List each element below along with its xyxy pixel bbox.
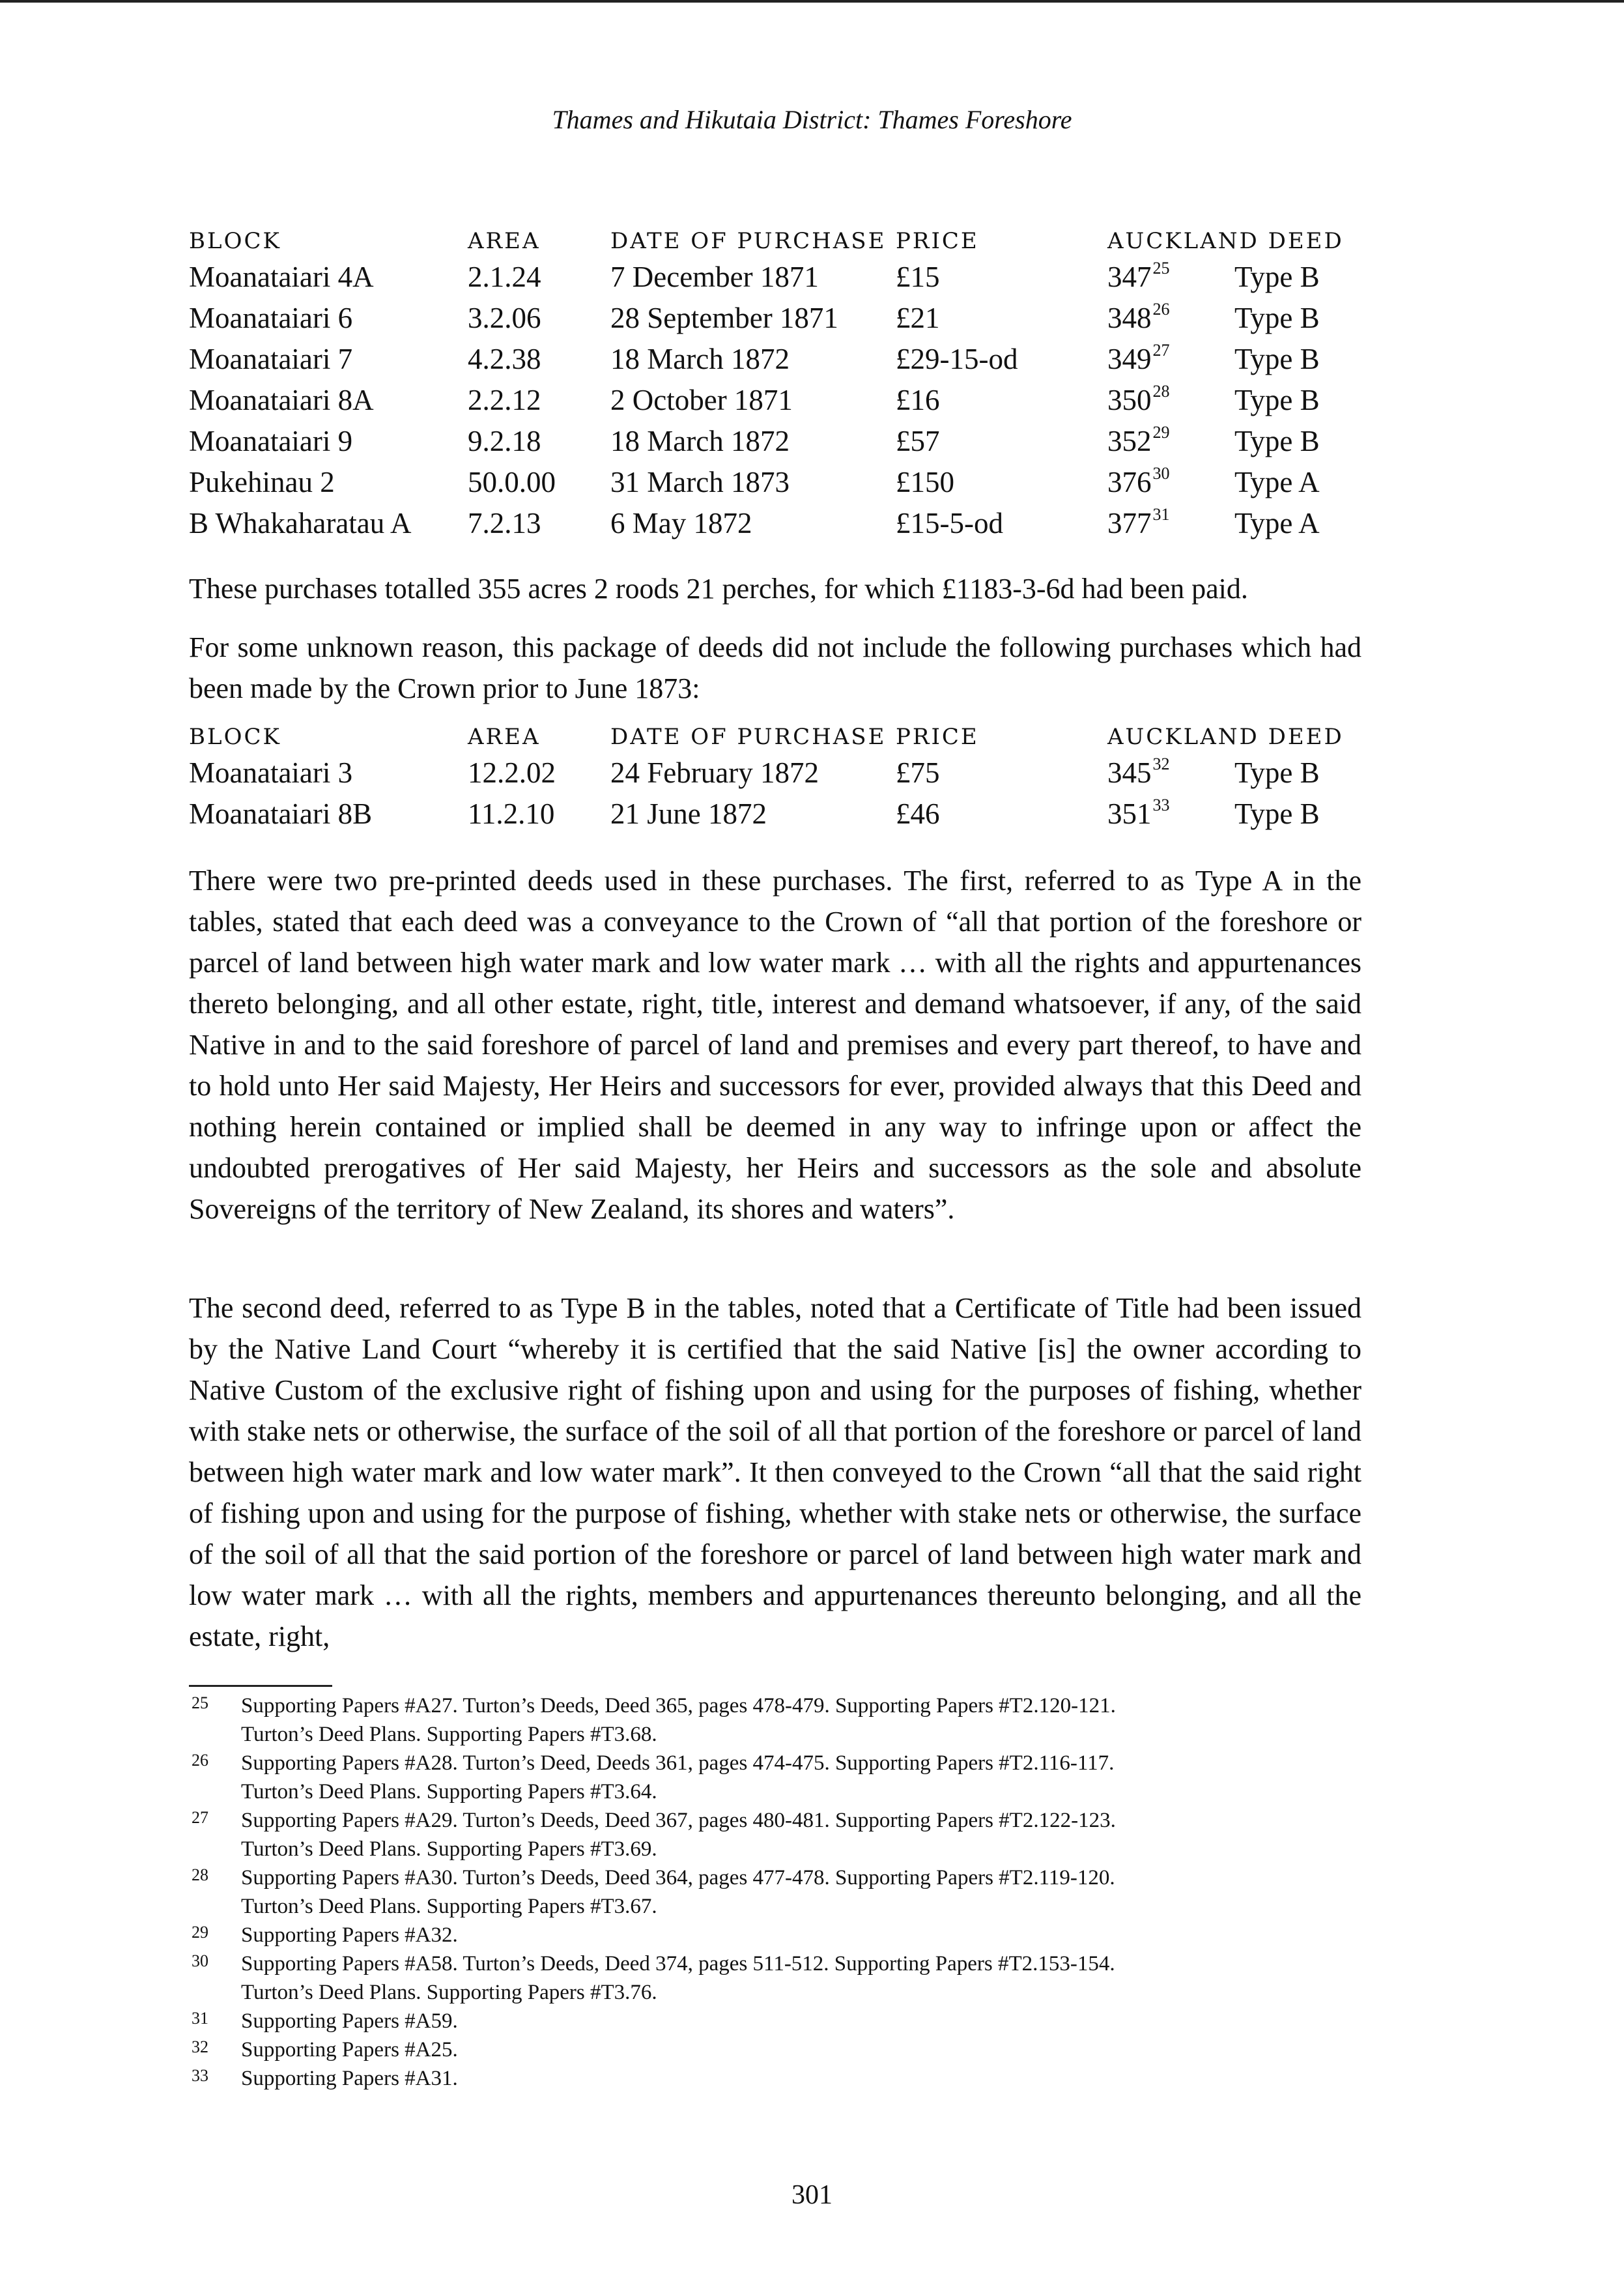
area-cell: 12.2.02 [468, 756, 556, 789]
price-cell: £29-15-od [896, 343, 1018, 375]
deed-number: 349 [1107, 343, 1152, 375]
footnote-continuation: Turton’s Deed Plans. Supporting Papers #T3.68. [241, 1723, 657, 1746]
price-cell: £150 [896, 466, 954, 498]
footnote-text: Supporting Papers #A25. [241, 2038, 458, 2062]
deed-number: 345 [1107, 756, 1152, 789]
deed-cell [1107, 756, 1170, 790]
footnote-number: 25 [192, 1693, 208, 1712]
area-cell: 3.2.06 [468, 302, 541, 334]
deed-type-cell: Type B [1234, 384, 1320, 416]
footnote-rule [189, 1685, 332, 1687]
table-row [189, 505, 1335, 549]
deed-number: 376 [1107, 466, 1152, 498]
footnote-text: Supporting Papers #A32. [241, 1923, 458, 1947]
block-cell: Moanataiari 9 [189, 425, 353, 457]
table-row [189, 382, 1335, 426]
header-deed: AUCKLAND DEED [1107, 228, 1344, 254]
footnote-text: Supporting Papers #A58. Turton’s Deeds, Deed 374, pages 511-512. Supporting Papers #T2.153-154. [241, 1952, 1115, 1976]
area-cell: 4.2.38 [468, 343, 541, 375]
deed-cell [1107, 260, 1170, 294]
price-cell: £15-5-od [896, 507, 1003, 539]
footnote-ref: 26 [1152, 300, 1170, 319]
header-date: DATE OF PURCHASE [610, 228, 887, 254]
area-cell: 7.2.13 [468, 507, 541, 539]
date-cell: 24 February 1872 [610, 756, 819, 789]
block-cell: Moanataiari 6 [189, 302, 353, 334]
top-border [0, 0, 1624, 3]
table-row [189, 796, 1335, 840]
footnote-number: 28 [192, 1865, 208, 1884]
footnote-ref: 28 [1152, 382, 1170, 401]
footnote-ref: 25 [1152, 259, 1170, 278]
footnote-text: Supporting Papers #A27. Turton’s Deeds, Deed 365, pages 478-479. Supporting Papers #T2.120-121. [241, 1694, 1116, 1717]
footnote-text: Supporting Papers #A59. [241, 2009, 458, 2033]
deed-type-cell: Type A [1234, 466, 1320, 498]
paragraph-totals: These purchases totalled 355 acres 2 roods 21 perches, for which £1183-3-6d had been paid. [189, 573, 1248, 605]
running-header: Thames and Hikutaia District: Thames Foreshore [552, 105, 1072, 134]
footnote [189, 1921, 1361, 1949]
deed-type-cell: Type B [1234, 261, 1320, 293]
footnote [189, 1749, 1361, 1806]
area-cell: 50.0.00 [468, 466, 556, 498]
price-cell: £15 [896, 261, 940, 293]
table-row [189, 464, 1335, 508]
deed-cell [1107, 506, 1170, 540]
footnote-number: 26 [192, 1751, 208, 1770]
price-cell: £75 [896, 756, 940, 789]
excluded-purchases-table [189, 720, 1344, 840]
area-cell: 2.2.12 [468, 384, 541, 416]
footnote [189, 1806, 1361, 1863]
deed-type-cell: Type B [1234, 343, 1320, 375]
header-area: AREA [468, 724, 541, 750]
footnote-number: 27 [192, 1808, 208, 1827]
footnote-number: 32 [192, 2037, 208, 2056]
footnote [189, 1949, 1361, 2007]
deed-cell [1107, 301, 1170, 335]
table-row [189, 259, 1335, 303]
deed-number: 377 [1107, 507, 1152, 539]
block-cell: Moanataiari 8B [189, 798, 373, 830]
block-cell: Moanataiari 7 [189, 343, 353, 375]
date-cell: 28 September 1871 [610, 302, 838, 334]
header-block: BLOCK [189, 228, 281, 254]
deed-number: 351 [1107, 798, 1152, 830]
page-number: 301 [791, 2180, 833, 2210]
footnote-continuation: Turton’s Deed Plans. Supporting Papers #T3.64. [241, 1780, 657, 1804]
footnote-number: 33 [192, 2066, 208, 2085]
footnote-ref: 31 [1152, 505, 1170, 524]
footnote-text: Supporting Papers #A30. Turton’s Deeds, Deed 364, pages 477-478. Supporting Papers #T2.119-120. [241, 1866, 1115, 1890]
table-row [189, 423, 1335, 467]
footnote-ref: 30 [1152, 464, 1170, 483]
deed-cell [1107, 465, 1170, 499]
footnote-number: 31 [192, 2009, 208, 2028]
table-header-row [189, 224, 1344, 262]
block-cell: Moanataiari 3 [189, 756, 353, 789]
date-cell: 18 March 1872 [610, 343, 790, 375]
footnote-ref: 29 [1152, 423, 1170, 442]
footnote-continuation: Turton’s Deed Plans. Supporting Papers #T3.67. [241, 1895, 657, 1918]
footnote-number: 29 [192, 1923, 208, 1942]
header-price: PRICE [896, 724, 979, 750]
table-row [189, 754, 1335, 799]
deed-number: 350 [1107, 384, 1152, 416]
price-cell: £16 [896, 384, 940, 416]
header-date: DATE OF PURCHASE [610, 724, 887, 750]
paragraph-type-a: There were two pre-printed deeds used in these purchases. The first, referred to as Type A in the tables, stated that each deed was a conveyance to the Crown of “all that portion of the foreshore or parcel of land between high water mark and low water mark … with all the rights and appurtenances thereto belonging, and all other estate, right, title, interest and demand whatsoever, if any, of the said Native in and to the said foreshore of parcel of land and premises and every part thereof, to have and to hold unto Her said Majesty, Her Heirs and successors for ever, provided always that this Deed and nothing herein contained or implied shall be deemed in any way to infringe upon or affect the undoubted prerogatives of Her said Majesty, her Heirs and successors as the sole and absolute Sovereigns of the territory of New Zealand, its shores and waters”. [189, 865, 1361, 1225]
footnote [189, 2007, 1361, 2035]
deed-cell [1107, 342, 1170, 376]
footnote-ref: 32 [1152, 754, 1170, 773]
table-row [189, 300, 1335, 344]
paragraph-type-b: The second deed, referred to as Type B in the tables, noted that a Certificate of Title had been issued by the Native Land Court “whereby it is certified that the said Native [is] the owner according to Native Custom of the exclusive right of fishing upon and using for the purposes of fishing, whether with stake nets or otherwise, the surface of the soil of all that portion of the foreshore or parcel of land between high water mark and low water mark”. It then conveyed to the Crown “all that the said right of fishing upon and using for the purpose of fishing, whether with stake nets or otherwise, the surface of the soil of all that the said portion of the foreshore or parcel of land between high water mark and low water mark … with all the rights, members and appurtenances thereunto belonging, and all the estate, right, [189, 1292, 1361, 1652]
block-cell: B Whakaharatau A [189, 507, 412, 539]
deed-cell [1107, 424, 1170, 458]
area-cell: 9.2.18 [468, 425, 541, 457]
date-cell: 6 May 1872 [610, 507, 752, 539]
paragraph-unknown-reason: For some unknown reason, this package of deeds did not include the following purchases which had been made by the Crown prior to June 1873: [189, 631, 1361, 704]
footnotes [189, 1691, 1361, 2093]
header-price: PRICE [896, 228, 979, 254]
price-cell: £57 [896, 425, 940, 457]
deed-cell [1107, 383, 1170, 417]
block-cell: Moanataiari 4A [189, 261, 374, 293]
deed-number: 347 [1107, 261, 1152, 293]
deed-type-cell: Type B [1234, 425, 1320, 457]
header-area: AREA [468, 228, 541, 254]
footnote-continuation: Turton’s Deed Plans. Supporting Papers #T3.69. [241, 1837, 657, 1861]
deed-type-cell: Type A [1234, 507, 1320, 539]
deed-type-cell: Type B [1234, 798, 1320, 830]
deed-number: 348 [1107, 302, 1152, 334]
deed-type-cell: Type B [1234, 302, 1320, 334]
footnote [189, 1863, 1361, 1921]
header-block: BLOCK [189, 724, 281, 750]
date-cell: 7 December 1871 [610, 261, 819, 293]
area-cell: 2.1.24 [468, 261, 541, 293]
footnote [189, 2064, 1361, 2093]
header-deed: AUCKLAND DEED [1107, 724, 1344, 750]
table-row [189, 341, 1335, 385]
deed-cell [1107, 797, 1170, 831]
block-cell: Moanataiari 8A [189, 384, 374, 416]
table-header-row [189, 720, 1344, 758]
footnote-continuation: Turton’s Deed Plans. Supporting Papers #T3.76. [241, 1981, 657, 2004]
date-cell: 31 March 1873 [610, 466, 790, 498]
footnote-text: Supporting Papers #A29. Turton’s Deeds, Deed 367, pages 480-481. Supporting Papers #T2.122-123. [241, 1809, 1116, 1832]
date-cell: 21 June 1872 [610, 798, 767, 830]
block-cell: Pukehinau 2 [189, 466, 335, 498]
date-cell: 18 March 1872 [610, 425, 790, 457]
footnote [189, 1691, 1361, 1749]
footnote-ref: 27 [1152, 341, 1170, 360]
footnote-ref: 33 [1152, 796, 1170, 814]
date-cell: 2 October 1871 [610, 384, 793, 416]
price-cell: £21 [896, 302, 940, 334]
price-cell: £46 [896, 798, 940, 830]
deed-type-cell: Type B [1234, 756, 1320, 789]
footnote-number: 30 [192, 1951, 208, 1970]
footnote-text: Supporting Papers #A28. Turton’s Deed, Deeds 361, pages 474-475. Supporting Papers #T2.116-117. [241, 1751, 1115, 1775]
purchases-table [189, 224, 1344, 549]
footnote-text: Supporting Papers #A31. [241, 2067, 458, 2090]
area-cell: 11.2.10 [468, 798, 555, 830]
footnote [189, 2035, 1361, 2064]
deed-number: 352 [1107, 425, 1152, 457]
